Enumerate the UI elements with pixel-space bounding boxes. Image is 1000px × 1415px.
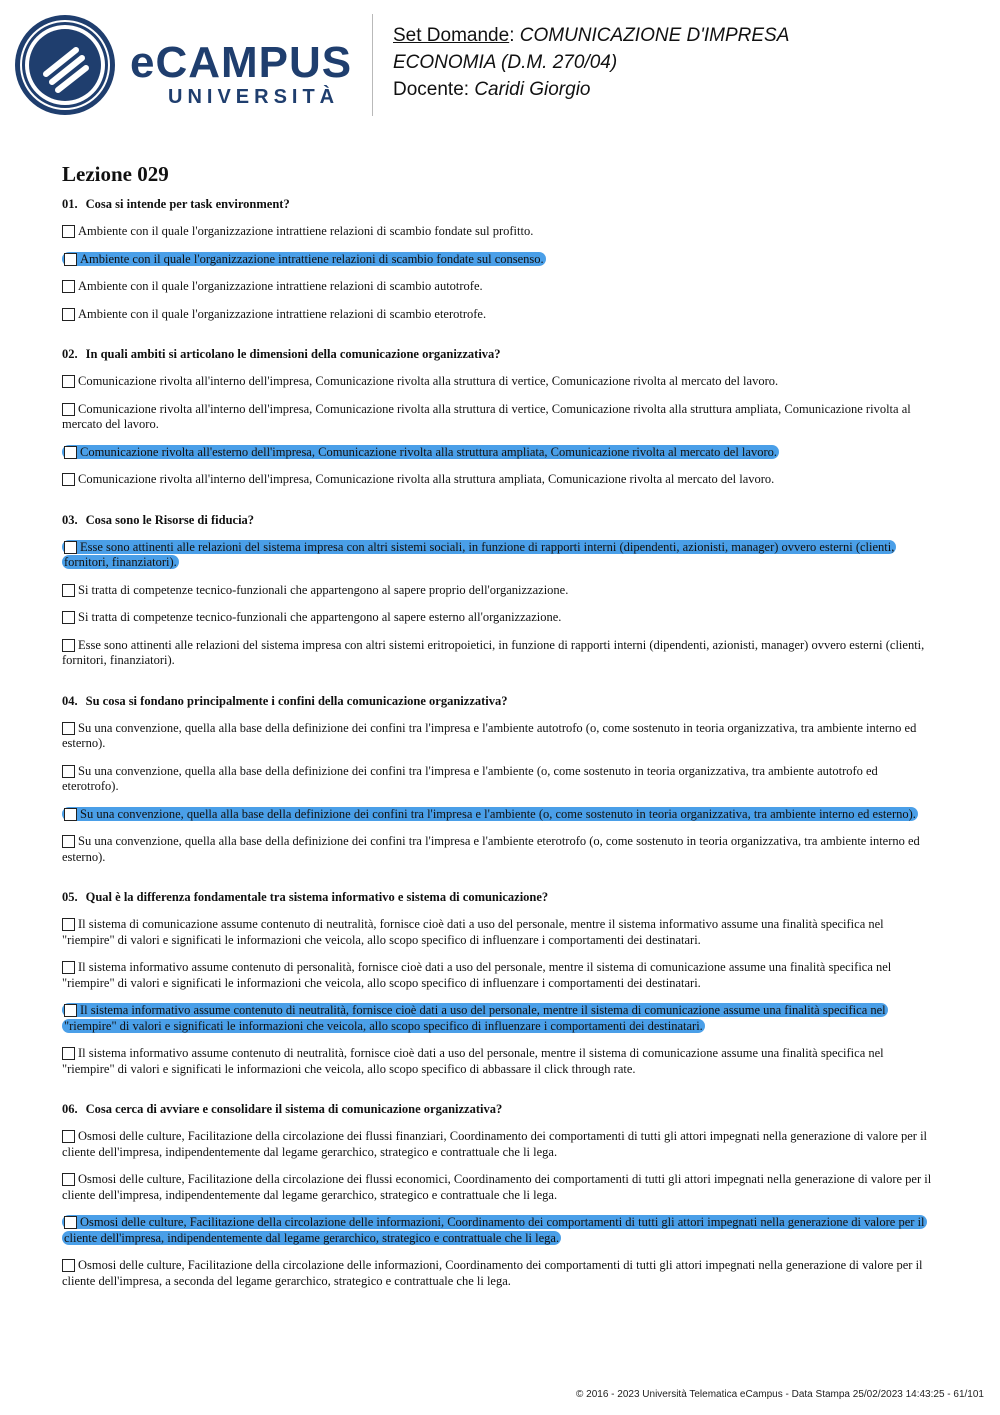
question-text: Qual è la differenza fondamentale tra sistema informativo e sistema di comunicazione? xyxy=(85,890,549,904)
checkbox-icon[interactable] xyxy=(62,584,75,597)
question-text: In quali ambiti si articolano le dimensioni della comunicazione organizzativa? xyxy=(85,347,501,361)
question-block xyxy=(62,512,937,669)
question-number: 06. xyxy=(62,1102,78,1116)
answer-option[interactable] xyxy=(62,1003,937,1034)
answer-option-text: Il sistema informativo assume contenuto di neutralità, fornisce cioè dati a uso del personale, mentre il sistema di comunicazione assume una finalità specifica nel "riempire" di valori e significati le informazioni che veicola, allo scopo specifico di abbassare il click through rate. xyxy=(62,1046,884,1076)
answer-option[interactable] xyxy=(62,472,937,488)
answer-option-text: Comunicazione rivolta all'interno dell'impresa, Comunicazione rivolta alla struttura ampliata, Comunicazione rivolta al mercato del lavoro. xyxy=(78,472,775,486)
checkbox-icon[interactable] xyxy=(62,1173,75,1186)
question-block xyxy=(62,1101,937,1289)
question-number: 04. xyxy=(62,693,78,708)
checkbox-icon[interactable] xyxy=(64,1004,77,1017)
answer-option[interactable] xyxy=(62,1129,937,1160)
header-divider xyxy=(372,14,373,116)
answer-option-text: Osmosi delle culture, Facilitazione della circolazione dei flussi economici, Coordinamento dei comportamenti di tutti gli attori impegnati nella generazione di valore per il cliente dell'impresa, indipendentemente dal legame gerarchico, strategico e contrattuale che li lega. xyxy=(62,1172,932,1202)
question-title xyxy=(62,512,937,528)
answer-option-text: Ambiente con il quale l'organizzazione intrattiene relazioni di scambio autotrofe. xyxy=(78,279,483,293)
answer-option-text-highlighted: Esse sono attinenti alle relazioni del sistema impresa con altri sistemi sociali, in funzione di rapporti interni (dipendenti, azionisti, manager) ovvero esterni (clienti, fornitori, finanziatori). xyxy=(64,539,895,569)
question-block xyxy=(62,346,937,488)
answer-option[interactable] xyxy=(62,307,937,323)
answer-option-text: Esse sono attinenti alle relazioni del sistema impresa con altri sistemi eritropoietici, in funzione di rapporti interni (dipendenti, azionisti, manager) ovvero esterni (clienti, fornitori, finanziatori). xyxy=(62,637,925,667)
question-number: 05. xyxy=(62,890,78,904)
checkbox-icon[interactable] xyxy=(64,1216,77,1229)
brand-main-text: eCAMPUS xyxy=(130,38,353,87)
question-text: Cosa cerca di avviare e consolidare il sistema di comunicazione organizzativa? xyxy=(85,1102,503,1116)
questions-list xyxy=(62,196,937,1313)
question-number: 02. xyxy=(62,347,78,361)
checkbox-icon[interactable] xyxy=(62,225,75,238)
brand-sub-text: UNIVERSITÀ xyxy=(168,86,340,108)
checkbox-icon[interactable] xyxy=(62,918,75,931)
answer-option-text: Su una convenzione, quella alla base della definizione dei confini tra l'impresa e l'ambiente eterotrofo (o, come sostenuto in teoria organizzativa, tra ambiente interno ed esterno). xyxy=(62,834,920,864)
highlight-mark xyxy=(62,540,896,570)
answer-option[interactable] xyxy=(62,224,937,240)
answer-option[interactable] xyxy=(62,540,937,571)
highlight-mark xyxy=(62,1003,888,1033)
checkbox-icon[interactable] xyxy=(62,403,75,416)
answer-option-text: Il sistema informativo assume contenuto di personalità, fornisce cioè dati a uso del personale, mentre il sistema di comunicazione assume una finalità specifica nel "riempire" di valori e significati le informazioni che veicola, allo scopo specifico di influenzare i comportamenti dei destinatari. xyxy=(62,960,892,990)
set-info xyxy=(393,22,789,103)
checkbox-icon[interactable] xyxy=(62,280,75,293)
answer-option[interactable] xyxy=(62,1172,937,1203)
answer-option-text: Su una convenzione, quella alla base della definizione dei confini tra l'impresa e l'ambiente (o, come sostenuto in teoria organizzativa, tra ambiente autotrofo ed eterotrofo). xyxy=(62,763,878,793)
question-text: Cosa sono le Risorse di fiducia? xyxy=(85,512,255,527)
checkbox-icon[interactable] xyxy=(62,961,75,974)
course-line1: COMUNICAZIONE D'IMPRESA xyxy=(519,25,790,46)
answer-option[interactable] xyxy=(62,445,937,461)
checkbox-icon[interactable] xyxy=(62,308,75,321)
answer-option-text: Osmosi delle culture, Facilitazione della circolazione delle informazioni, Coordinamento dei comportamenti di tutti gli attori impegnati nella generazione di valore per il cliente dell'impresa, a seconda del legame gerarchico, strategico e contrattuale che li lega. xyxy=(62,1258,923,1288)
checkbox-icon[interactable] xyxy=(62,722,75,735)
teacher-label: Docente: xyxy=(393,79,470,100)
ecampus-wordmark-logo xyxy=(130,38,370,118)
answer-option[interactable] xyxy=(62,1215,937,1246)
answer-option-text: Comunicazione rivolta all'interno dell'impresa, Comunicazione rivolta alla struttura di vertice, Comunicazione rivolta al mercato del lavoro. xyxy=(78,374,779,388)
question-text: Su cosa si fondano principalmente i confini della comunicazione organizzativa? xyxy=(85,693,508,708)
checkbox-icon[interactable] xyxy=(64,541,77,554)
answer-option[interactable] xyxy=(62,807,937,823)
page-footer: © 2016 - 2023 Università Telematica eCampus - Data Stampa 25/02/2023 14:43:25 - 61/101 xyxy=(576,1389,984,1400)
answer-option-text: Osmosi delle culture, Facilitazione della circolazione dei flussi finanziari, Coordinamento dei comportamenti di tutti gli attori impegnati nella generazione di valore per il cliente dell'impresa, indipendentemente dal legame gerarchico, strategico e contrattuale che li lega. xyxy=(62,1129,928,1159)
answer-option-text-highlighted: Su una convenzione, quella alla base della definizione dei confini tra l'impresa e l'ambiente (o, come sostenuto in teoria organizzativa, tra ambiente interno ed esterno). xyxy=(80,806,916,821)
checkbox-icon[interactable] xyxy=(64,808,77,821)
answer-option-text-highlighted: Osmosi delle culture, Facilitazione della circolazione delle informazioni, Coordinamento dei comportamenti di tutti gli attori impegnati nella generazione di valore per il cliente dell'impresa, indipendentemente dal legame gerarchico, strategico e contrattuale che li lega. xyxy=(64,1215,925,1245)
checkbox-icon[interactable] xyxy=(62,375,75,388)
question-title xyxy=(62,196,937,212)
answer-option-text: Il sistema di comunicazione assume contenuto di neutralità, fornisce cioè dati a uso del personale, mentre il sistema informativo assume una finalità specifica nel "riempire" di valori e significati le informazioni che veicola, allo scopo specifico di influenzare i comportamenti dei destinatari. xyxy=(62,917,884,947)
question-title xyxy=(62,346,937,362)
set-label: Set Domande xyxy=(393,25,510,46)
question-text: Cosa si intende per task environment? xyxy=(85,197,290,211)
answer-option-text: Si tratta di competenze tecnico-funzionali che appartengono al sapere esterno all'organizzazione. xyxy=(78,610,562,624)
answer-option-text-highlighted: Il sistema informativo assume contenuto di neutralità, fornisce cioè dati a uso del personale, mentre il sistema di comunicazione assume una finalità specifica nel "riempire" di valori e significati le informazioni che veicola, allo scopo specifico di influenzare i comportamenti dei destinatari. xyxy=(64,1003,886,1033)
answer-option-text-highlighted: Ambiente con il quale l'organizzazione intrattiene relazioni di scambio fondate sul consenso. xyxy=(80,251,544,266)
checkbox-icon[interactable] xyxy=(64,446,77,459)
checkbox-icon[interactable] xyxy=(62,765,75,778)
answer-option-text: Su una convenzione, quella alla base della definizione dei confini tra l'impresa e l'ambiente autotrofo (o, come sostenuto in teoria organizzativa, tra ambiente interno ed esterno). xyxy=(62,720,917,750)
teacher-line xyxy=(393,76,789,103)
checkbox-icon[interactable] xyxy=(62,835,75,848)
checkbox-icon[interactable] xyxy=(62,1130,75,1143)
answer-option[interactable] xyxy=(62,252,937,268)
question-number: 03. xyxy=(62,512,78,527)
answer-option-text: Ambiente con il quale l'organizzazione intrattiene relazioni di scambio eterotrofe. xyxy=(78,306,487,321)
answer-option[interactable] xyxy=(62,402,937,433)
answer-option[interactable] xyxy=(62,721,937,752)
lesson-title: Lezione 029 xyxy=(62,162,169,186)
highlight-mark xyxy=(62,807,918,821)
answer-option[interactable] xyxy=(62,1258,937,1289)
set-line: Set Domande: COMUNICAZIONE D'IMPRESA xyxy=(393,25,790,46)
question-title xyxy=(62,1101,937,1117)
question-title xyxy=(62,693,937,709)
page-header xyxy=(0,0,1000,130)
answer-option[interactable] xyxy=(62,834,937,865)
answer-option-text-highlighted: Comunicazione rivolta all'esterno dell'impresa, Comunicazione rivolta alla struttura ampliata, Comunicazione rivolta al mercato del lavoro. xyxy=(80,444,777,459)
question-title xyxy=(62,889,937,905)
question-block xyxy=(62,889,937,1077)
checkbox-icon[interactable] xyxy=(62,611,75,624)
answer-option[interactable] xyxy=(62,374,937,390)
checkbox-icon[interactable] xyxy=(64,253,77,266)
answer-option[interactable] xyxy=(62,610,937,626)
ecampus-seal-logo-icon xyxy=(14,14,116,116)
answer-option[interactable] xyxy=(62,638,937,669)
course-line xyxy=(393,49,789,76)
answer-option[interactable] xyxy=(62,1046,937,1077)
checkbox-icon[interactable] xyxy=(62,1259,75,1272)
answer-option[interactable] xyxy=(62,764,937,795)
answer-option[interactable] xyxy=(62,279,937,295)
answer-option[interactable] xyxy=(62,960,937,991)
question-block xyxy=(62,196,937,322)
checkbox-icon[interactable] xyxy=(62,639,75,652)
question-block xyxy=(62,693,937,866)
highlight-mark xyxy=(62,252,546,266)
highlight-mark xyxy=(62,1215,927,1245)
answer-option-text: Si tratta di competenze tecnico-funzionali che appartengono al sapere proprio dell'organizzazione. xyxy=(78,582,569,597)
teacher-name: Caridi Giorgio xyxy=(474,79,591,100)
question-number: 01. xyxy=(62,197,78,211)
answer-option[interactable] xyxy=(62,583,937,599)
checkbox-icon[interactable] xyxy=(62,473,75,486)
course-line2: ECONOMIA (D.M. 270/04) xyxy=(393,52,618,73)
checkbox-icon[interactable] xyxy=(62,1047,75,1060)
highlight-mark xyxy=(62,445,779,459)
answer-option-text: Comunicazione rivolta all'interno dell'impresa, Comunicazione rivolta alla struttura di vertice, Comunicazione rivolta alla struttura ampliata, Comunicazione rivolta al mercato del lavoro. xyxy=(62,401,911,431)
answer-option[interactable] xyxy=(62,917,937,948)
answer-option-text: Ambiente con il quale l'organizzazione intrattiene relazioni di scambio fondate sul profitto. xyxy=(78,224,534,238)
